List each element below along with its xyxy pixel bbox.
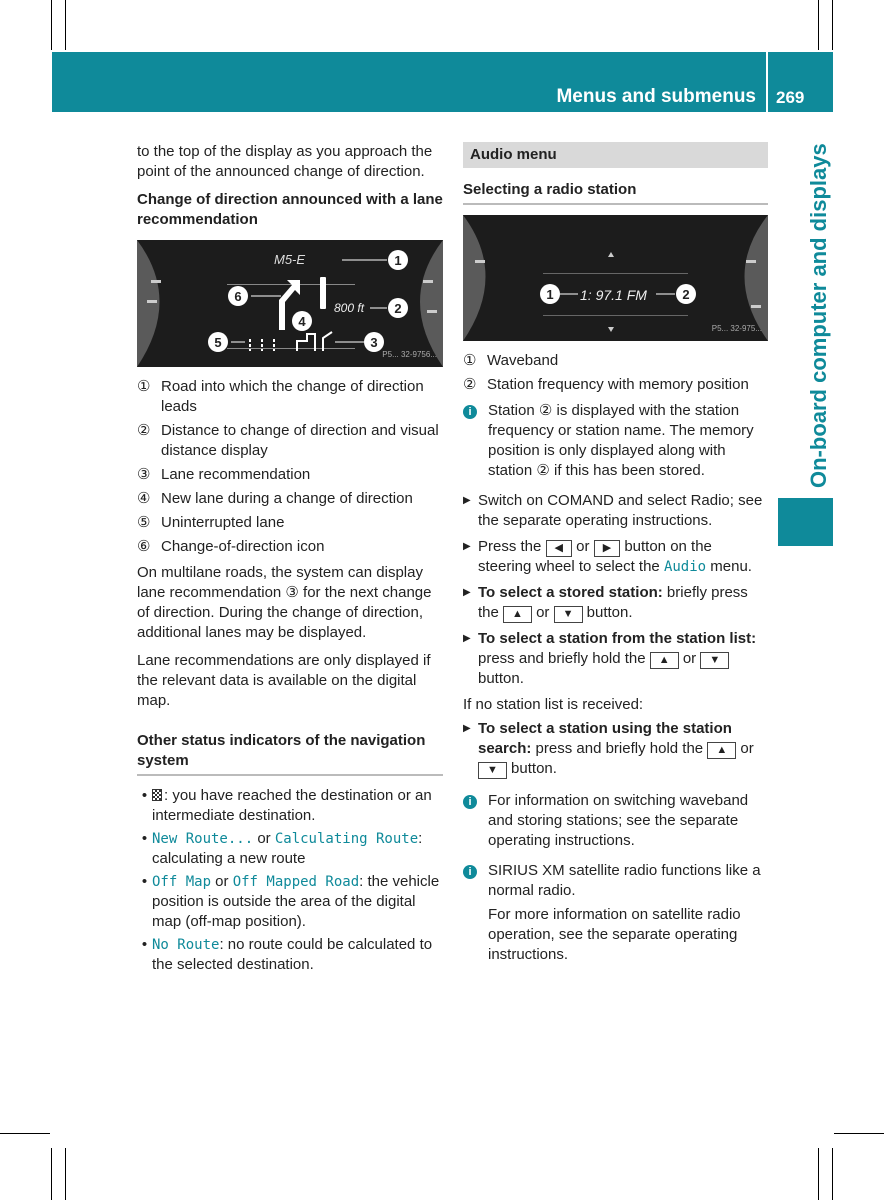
crop-mark <box>832 1148 833 1200</box>
page-number: 269 <box>776 88 805 107</box>
lane-recommendation-image <box>137 240 443 367</box>
list-item: • New Route... or Calculating Route: calculating a new route <box>141 830 423 867</box>
svg-text:1: 1 <box>394 253 402 268</box>
callout-text: Distance to change of direction and visual distance display <box>161 422 439 459</box>
callout-text: Change-of-direction icon <box>161 538 325 555</box>
subheading: Selecting a radio station <box>463 180 768 205</box>
crop-mark <box>65 0 66 50</box>
callout-number: ① <box>463 352 477 369</box>
down-button-key: ▼ <box>554 606 583 623</box>
svg-text:3: 3 <box>370 335 378 350</box>
distance-readout: 800 ft <box>334 301 365 315</box>
crop-mark <box>818 1148 819 1200</box>
step-arrow-icon: ▶ <box>463 723 471 734</box>
down-button-key: ▼ <box>700 652 729 669</box>
info-note: i SIRIUS XM satellite radio functions like a normal radio. For more information on satellite radio operation, see the separate operating instructions. <box>463 861 768 965</box>
radio-station-image <box>463 215 768 341</box>
callout-number: ④ <box>137 490 151 507</box>
callout-text: Road into which the change of direction leads <box>161 378 424 415</box>
callout-text: Lane recommendation <box>161 466 311 483</box>
instruction-step: ▶ To select a station from the station list: press and briefly hold the ▲ or ▼ button. <box>463 630 757 687</box>
info-note: i Station ② is displayed with the station frequency or station name. The memory position is only displayed along with station ② if this has been stored. <box>463 401 768 481</box>
left-button-key: ◀ <box>546 540 572 557</box>
list-item: • No Route: no route could be calculated to the selected destination. <box>141 936 433 973</box>
right-button-key: ▶ <box>594 540 620 557</box>
info-note: i For information on switching waveband and storing stations; see the separate operating instructions. <box>463 791 768 851</box>
up-button-key: ▲ <box>707 742 736 759</box>
up-button-key: ▲ <box>650 652 679 669</box>
svg-text:2: 2 <box>394 301 402 316</box>
chapter-tab-marker <box>778 498 833 546</box>
callout-number: ③ <box>137 466 151 483</box>
callout-item <box>137 489 443 509</box>
left-column <box>137 142 443 979</box>
step-arrow-icon: ▶ <box>463 541 471 552</box>
checkered-flag-icon <box>152 789 162 801</box>
svg-text:2: 2 <box>682 287 690 302</box>
callout-list <box>137 377 443 557</box>
crop-mark <box>834 1133 884 1134</box>
info-icon: i <box>463 405 477 419</box>
callout-item <box>137 465 443 485</box>
instruction-step: ▶ To select a station using the station search: press and briefly hold the ▲ or ▼ button. <box>463 720 754 777</box>
crop-mark <box>51 0 52 50</box>
info-icon: i <box>463 865 477 879</box>
list-item: • Off Map or Off Mapped Road: the vehicle position is outside the area of the digital map (off-map position). <box>141 873 440 930</box>
step-arrow-icon: ▶ <box>463 587 471 598</box>
crop-mark <box>65 1148 66 1200</box>
road-name: M5-E <box>274 252 306 267</box>
crop-mark <box>51 1148 52 1200</box>
right-column <box>463 142 768 975</box>
station-frequency-display: 1: 97.1 FM <box>580 287 647 303</box>
up-button-key: ▲ <box>503 606 532 623</box>
header-separator <box>766 52 768 112</box>
instruction-step: ▶ Switch on COMAND and select Radio; see the separate operating instructions. <box>463 492 763 529</box>
callout-item <box>137 421 443 461</box>
subheading: Change of direction announced with a lane recommendation <box>137 191 443 228</box>
svg-text:1: 1 <box>546 287 554 302</box>
callout-number: ① <box>137 378 151 395</box>
callout-item <box>463 351 768 371</box>
svg-text:5: 5 <box>214 335 222 350</box>
callout-number: ② <box>137 422 151 439</box>
section-heading: Other status indicators of the navigation system <box>137 731 443 776</box>
list-item: • : you have reached the destination or an intermediate destination. <box>141 787 432 824</box>
callout-number: ② <box>463 376 477 393</box>
callout-text: Waveband <box>487 352 559 369</box>
callout-item <box>463 375 768 395</box>
paragraph: Lane recommendations are only displayed if the relevant data is available on the digital map. <box>137 652 431 709</box>
instruction-step: ▶ Press the ◀ or ▶ button on the steering wheel to select the Audio menu. <box>463 538 752 575</box>
step-arrow-icon: ▶ <box>463 495 471 506</box>
paragraph: If no station list is received: <box>463 696 644 713</box>
callout-text: New lane during a change of direction <box>161 490 413 507</box>
crop-mark <box>818 0 819 50</box>
chapter-tab-label: On-board computer and displays <box>806 143 831 488</box>
down-button-key: ▼ <box>478 762 507 779</box>
crop-mark <box>0 1133 50 1134</box>
callout-text: Uninterrupted lane <box>161 514 285 531</box>
callout-number: ⑤ <box>137 514 151 531</box>
image-code: P5... 32-9756... <box>382 350 437 359</box>
callout-item <box>137 377 443 417</box>
callout-number: ⑥ <box>137 538 151 555</box>
crop-mark <box>832 0 833 50</box>
callout-item <box>137 513 443 533</box>
step-arrow-icon: ▶ <box>463 633 471 644</box>
info-icon: i <box>463 795 477 809</box>
callout-list <box>463 351 768 395</box>
callout-item <box>137 537 443 557</box>
paragraph: On multilane roads, the system can display lane recommendation ③ for the next change of direction. During the change of direction, additional lanes may be displayed. <box>137 564 432 641</box>
section-heading: Audio menu <box>463 142 768 168</box>
svg-text:6: 6 <box>234 289 242 304</box>
status-indicator-list <box>137 786 443 975</box>
section-title: Menus and submenus <box>556 86 756 107</box>
svg-text:4: 4 <box>298 314 306 329</box>
callout-text: Station frequency with memory position <box>487 376 749 393</box>
image-code: P5... 32-975... <box>711 324 762 333</box>
paragraph: to the top of the display as you approach the point of the announced change of direction. <box>137 143 433 180</box>
instruction-step: ▶ To select a stored station: briefly press the ▲ or ▼ button. <box>463 584 748 621</box>
